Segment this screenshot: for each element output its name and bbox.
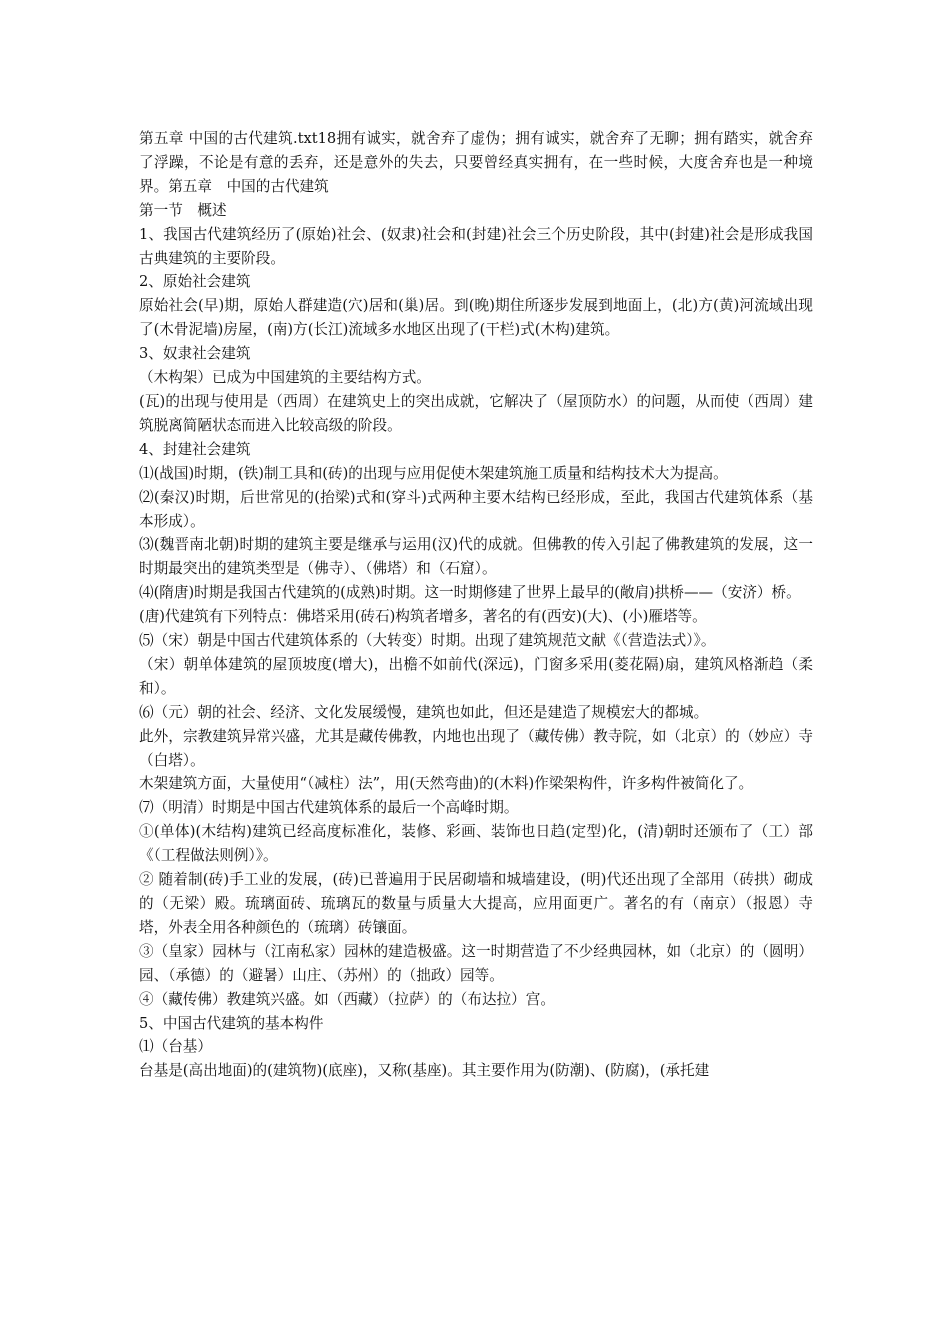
paragraph: ② 随着制(砖)手工业的发展，(砖)已普遍用于民居砌墙和城墙建设，(明)代还出现了全部用（砖拱）砌成的（无梁）殿。琉璃面砖、琉璃瓦的数量与质量大大提高，应用面更广。著名的有（南京）（报恩）寺塔，外表全用各种颜色的（琉璃）砖镶面。 <box>139 871 813 936</box>
paragraph: （木构架）已成为中国建筑的主要结构方式。 <box>139 369 431 387</box>
paragraph: (唐)代建筑有下列特点：佛塔采用(砖石)构筑者增多，著名的有(西安)(大)、(小)雁塔等。 <box>139 608 707 626</box>
subheading: 3、奴隶社会建筑 <box>139 345 251 363</box>
subheading: 2、原始社会建筑 <box>139 273 251 291</box>
paragraph: ①(单体)(木结构)建筑已经高度标准化，装修、彩画、装饰也日趋(定型)化，(清)朝时还颁布了（工）部《（工程做法则例）》。 <box>139 823 813 865</box>
paragraph: ③（皇家）园林与（江南私家）园林的建造极盛。这一时期营造了不少经典园林，如（北京）的（圆明）园、（承德）的（避暑）山庄、（苏州）的（拙政）园等。 <box>139 942 813 984</box>
paragraph: ⑴(战国)时期，(铁)制工具和(砖)的出现与应用促使木架建筑施工质量和结构技术大为提高。 <box>139 464 728 482</box>
paragraph: 台基是(高出地面)的(建筑物)(底座)，又称(基座)。其主要作用为(防潮)、(防腐)，(承托建 <box>139 1062 710 1080</box>
paragraph: ⑷(隋唐)时期是我国古代建筑的(成熟)时期。这一时期修建了世界上最早的(敞肩)拱桥——（安济）桥。 <box>139 584 801 602</box>
paragraph: ⑸（宋）朝是中国古代建筑体系的（大转变）时期。出现了建筑规范文献《（营造法式）》。 <box>139 632 716 650</box>
paragraph: ⑹（元）朝的社会、经济、文化发展缓慢，建筑也如此，但还是建造了规模宏大的都城。 <box>139 703 709 721</box>
paragraph: ④（藏传佛）教建筑兴盛。如（西藏）（拉萨）的（布达拉）宫。 <box>139 990 555 1008</box>
paragraph: ⑺（明清）时期是中国古代建筑体系的最后一个高峰时期。 <box>139 799 519 817</box>
subheading: 4、封建社会建筑 <box>139 440 251 458</box>
subheading: 5、中国古代建筑的基本构件 <box>139 1014 324 1032</box>
text-line-intro: 第五章 中国的古代建筑.txt18拥有诚实，就舍弃了虚伪；拥有诚实，就舍弃了无聊；拥有踏实，就舍弃了浮躁，不论是有意的丢弃，还是意外的失去，只要曾经真实拥有，在一些时候，大度舍弃也是一种境界。第五章 中国的古代建筑 <box>139 130 813 195</box>
paragraph: ⑶(魏晋南北朝)时期的建筑主要是继承与运用(汉)代的成就。但佛教的传入引起了佛教建筑的发展，这一时期最突出的建筑类型是（佛寺）、（佛塔）和（石窟）。 <box>139 536 813 578</box>
paragraph: 木架建筑方面，大量使用“（减柱）法”，用(天然弯曲)的(木料)作梁架构件，许多构件被简化了。 <box>139 775 754 793</box>
paragraph: 1、我国古代建筑经历了(原始)社会、(奴隶)社会和(封建)社会三个历史阶段，其中(封建)社会是形成我国古典建筑的主要阶段。 <box>139 225 813 267</box>
paragraph: (瓦)的出现与使用是（西周）在建筑史上的突出成就，它解决了（屋顶防水）的问题，从而使（西周）建筑脱离简陋状态而进入比较高级的阶段。 <box>139 392 813 434</box>
paragraph: （宋）朝单体建筑的屋顶坡度(增大)，出檐不如前代(深远)，门窗多采用(菱花隔)扇，建筑风格渐趋（柔和）。 <box>139 655 813 697</box>
section-heading: 第一节 概述 <box>139 201 227 219</box>
paragraph: 此外，宗教建筑异常兴盛，尤其是藏传佛教，内地也出现了（藏传佛）教寺院，如（北京）的（妙应）寺（白塔）。 <box>139 727 813 769</box>
document-page <box>139 127 813 1083</box>
paragraph: ⑴（台基） <box>139 1038 212 1056</box>
paragraph: 原始社会(早)期，原始人群建造(穴)居和(巢)居。到(晚)期住所逐步发展到地面上，(北)方(黄)河流域出现了(木骨泥墙)房屋，(南)方(长江)流域多水地区出现了(干栏)式(木构)建筑。 <box>139 297 813 339</box>
paragraph: ⑵(秦汉)时期，后世常见的(抬梁)式和(穿斗)式两种主要木结构已经形成，至此，我国古代建筑体系（基本形成）。 <box>139 488 813 530</box>
